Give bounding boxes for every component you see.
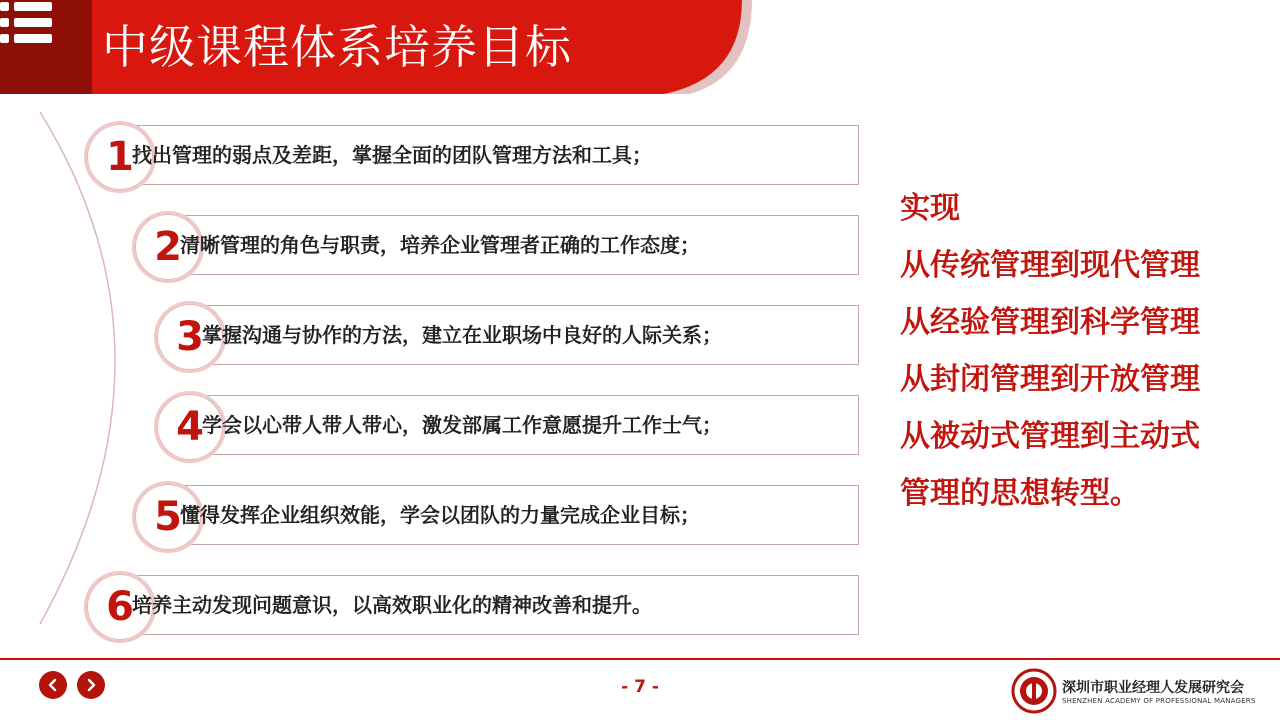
goal-item-5 bbox=[154, 485, 859, 545]
goal-text: 培养主动发现问题意识，以高效职业化的精神改善和提升。 bbox=[132, 593, 652, 617]
goal-number: 5 bbox=[132, 481, 204, 553]
summary-line: 从经验管理到科学管理 bbox=[900, 305, 1200, 340]
org-subtitle: SHENZHEN ACADEMY OF PROFESSIONAL MANAGERS bbox=[1062, 697, 1256, 705]
summary-line: 从传统管理到现代管理 bbox=[900, 248, 1200, 283]
list-icon bbox=[0, 0, 52, 46]
goal-text: 懂得发挥企业组织效能，学会以团队的力量完成企业目标； bbox=[180, 503, 700, 527]
academy-logo bbox=[1011, 668, 1057, 714]
goal-number: 1 bbox=[84, 121, 156, 193]
goal-number: 6 bbox=[84, 571, 156, 643]
next-slide-button[interactable] bbox=[77, 671, 105, 699]
goal-text: 找出管理的弱点及差距，掌握全面的团队管理方法和工具； bbox=[132, 143, 652, 167]
title-banner bbox=[0, 0, 1280, 94]
summary-line: 管理的思想转型。 bbox=[900, 476, 1140, 511]
page-title: 中级课程体系培养目标 bbox=[102, 20, 572, 74]
goal-item-3 bbox=[176, 305, 859, 365]
summary-line: 实现 bbox=[900, 191, 960, 226]
chevron-right-icon bbox=[84, 678, 98, 692]
prev-slide-button[interactable] bbox=[39, 671, 67, 699]
goal-number: 2 bbox=[132, 211, 204, 283]
summary-line: 从被动式管理到主动式 bbox=[900, 419, 1200, 454]
footer-divider bbox=[0, 658, 1280, 660]
goal-item-4 bbox=[176, 395, 859, 455]
page-number: - 7 - bbox=[621, 677, 659, 697]
goal-text: 掌握沟通与协作的方法，建立在业职场中良好的人际关系； bbox=[202, 323, 722, 347]
summary-line: 从封闭管理到开放管理 bbox=[900, 362, 1200, 397]
goal-item-2 bbox=[154, 215, 859, 275]
summary-block bbox=[900, 180, 1260, 522]
goal-item-1 bbox=[106, 125, 859, 185]
goal-number: 4 bbox=[154, 391, 226, 463]
goal-number: 3 bbox=[154, 301, 226, 373]
goal-item-6 bbox=[106, 575, 859, 635]
goal-text: 学会以心带人带人带心，激发部属工作意愿提升工作士气； bbox=[202, 413, 722, 437]
org-name: 深圳市职业经理人发展研究会 bbox=[1062, 680, 1244, 696]
goal-text: 清晰管理的角色与职责，培养企业管理者正确的工作态度； bbox=[180, 233, 700, 257]
chevron-left-icon bbox=[46, 678, 60, 692]
